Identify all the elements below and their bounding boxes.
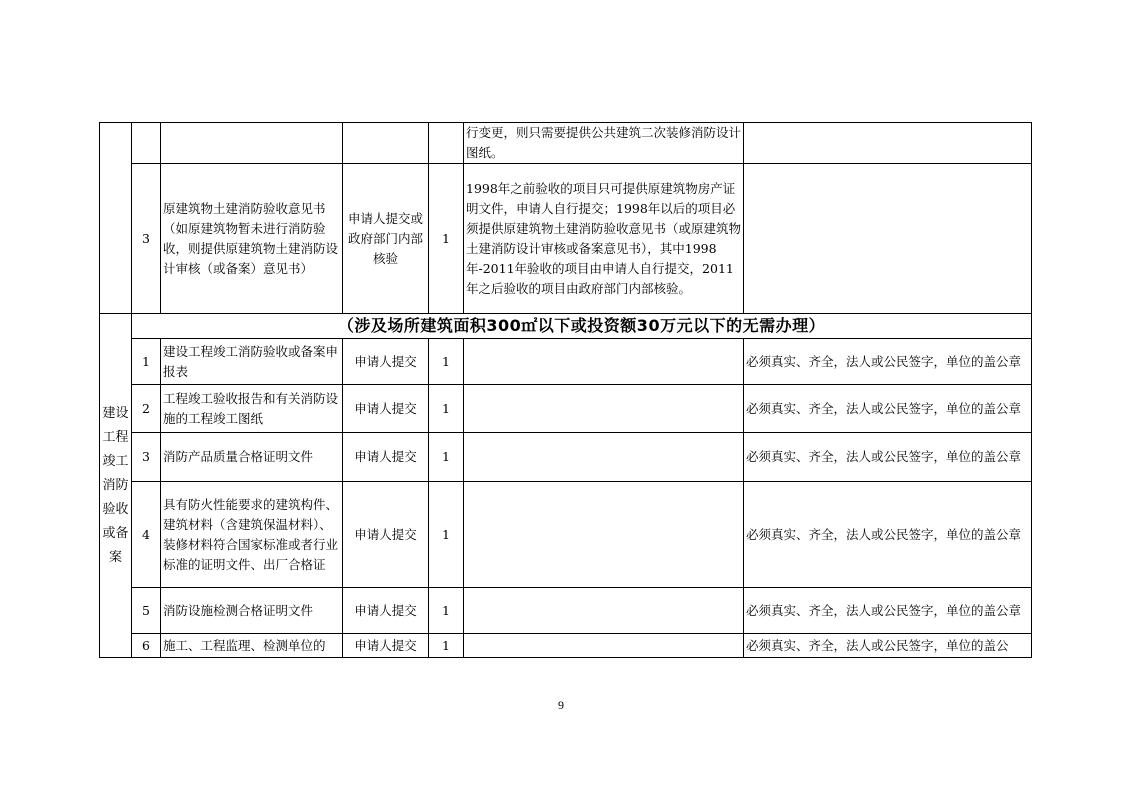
- page-number: 9: [558, 698, 564, 712]
- copy-count: 1: [429, 634, 464, 658]
- material-requirement: 必须真实、齐全，法人或公民签字，单位的盖公章: [744, 339, 1032, 385]
- submission-method: 申请人提交: [343, 482, 429, 588]
- material-note: [464, 339, 744, 385]
- row-number: 3: [132, 164, 161, 314]
- table-row: [100, 433, 1032, 482]
- table-row: [100, 634, 1032, 658]
- material-name: 原建筑物土建消防验收意见书（如原建筑物暂未进行消防验收，则提供原建筑物土建消防设计审核（或备案）意见书）: [161, 164, 343, 314]
- submission-method: 申请人提交: [343, 385, 429, 433]
- material-name: 施工、工程监理、检测单位的: [161, 634, 343, 658]
- table-row: [100, 164, 1032, 314]
- material-name: 消防产品质量合格证明文件: [161, 433, 343, 482]
- material-name: 建设工程竣工消防验收或备案申报表: [161, 339, 343, 385]
- material-requirement: [744, 123, 1032, 164]
- material-note: 行变更，则只需要提供公共建筑二次装修消防设计图纸。: [464, 123, 744, 164]
- section-label: 建设工程竣工消防验收或备案: [102, 405, 129, 565]
- submission-method: [343, 123, 429, 164]
- material-requirement: 必须真实、齐全，法人或公民签字，单位的盖公章: [744, 482, 1032, 588]
- material-requirement: 必须真实、齐全，法人或公民签字，单位的盖公章: [744, 433, 1032, 482]
- submission-method: 申请人提交: [343, 588, 429, 634]
- table-row: [100, 482, 1032, 588]
- material-note: [464, 482, 744, 588]
- copy-count: 1: [429, 164, 464, 314]
- material-name: 消防设施检测合格证明文件: [161, 588, 343, 634]
- copy-count: 1: [429, 385, 464, 433]
- row-number: 4: [132, 482, 161, 588]
- requirements-table: [99, 122, 1032, 658]
- material-note: [464, 385, 744, 433]
- table-row: [100, 588, 1032, 634]
- material-note: 1998年之前验收的项目只可提供原建筑物房产证明文件，申请人自行提交；1998年以后的项目必须提供原建筑物土建消防验收意见书（或原建筑物土建消防设计审核或备案意见书），其中1998年-2011年验收的项目由申请人自行提交，2011年之后验收的项目由政府部门内部核验。: [464, 164, 744, 314]
- row-number: 1: [132, 339, 161, 385]
- row-number: 2: [132, 385, 161, 433]
- material-note: [464, 634, 744, 658]
- material-name: [161, 123, 343, 164]
- material-requirement: 必须真实、齐全，法人或公民签字，单位的盖公章: [744, 385, 1032, 433]
- row-number: 6: [132, 634, 161, 658]
- copy-count: 1: [429, 482, 464, 588]
- copy-count: 1: [429, 588, 464, 634]
- copy-count: 1: [429, 433, 464, 482]
- table-row: [100, 339, 1032, 385]
- row-number: [132, 123, 161, 164]
- submission-method: 申请人提交或政府部门内部核验: [343, 164, 429, 314]
- copy-count: [429, 123, 464, 164]
- row-number: 5: [132, 588, 161, 634]
- section-heading: （涉及场所建筑面积300㎡以下或投资额30万元以下的无需办理）: [132, 314, 1032, 339]
- table-row: [100, 385, 1032, 433]
- copy-count: 1: [429, 339, 464, 385]
- submission-method: 申请人提交: [343, 634, 429, 658]
- section-label-cell: [100, 314, 132, 658]
- material-requirement: [744, 164, 1032, 314]
- row-number: 3: [132, 433, 161, 482]
- section-heading-row: [100, 314, 1032, 339]
- submission-method: 申请人提交: [343, 433, 429, 482]
- submission-method: 申请人提交: [343, 339, 429, 385]
- material-requirement: 必须真实、齐全，法人或公民签字，单位的盖公章: [744, 588, 1032, 634]
- material-note: [464, 588, 744, 634]
- material-requirement: 必须真实、齐全，法人或公民签字，单位的盖公: [744, 634, 1032, 658]
- material-name: 具有防火性能要求的建筑构件、建筑材料（含建筑保温材料）、装修材料符合国家标准或者行业标准的证明文件、出厂合格证: [161, 482, 343, 588]
- table-row: [100, 123, 1032, 164]
- material-name: 工程竣工验收报告和有关消防设施的工程竣工图纸: [161, 385, 343, 433]
- section-cell-previous: [100, 123, 132, 314]
- material-note: [464, 433, 744, 482]
